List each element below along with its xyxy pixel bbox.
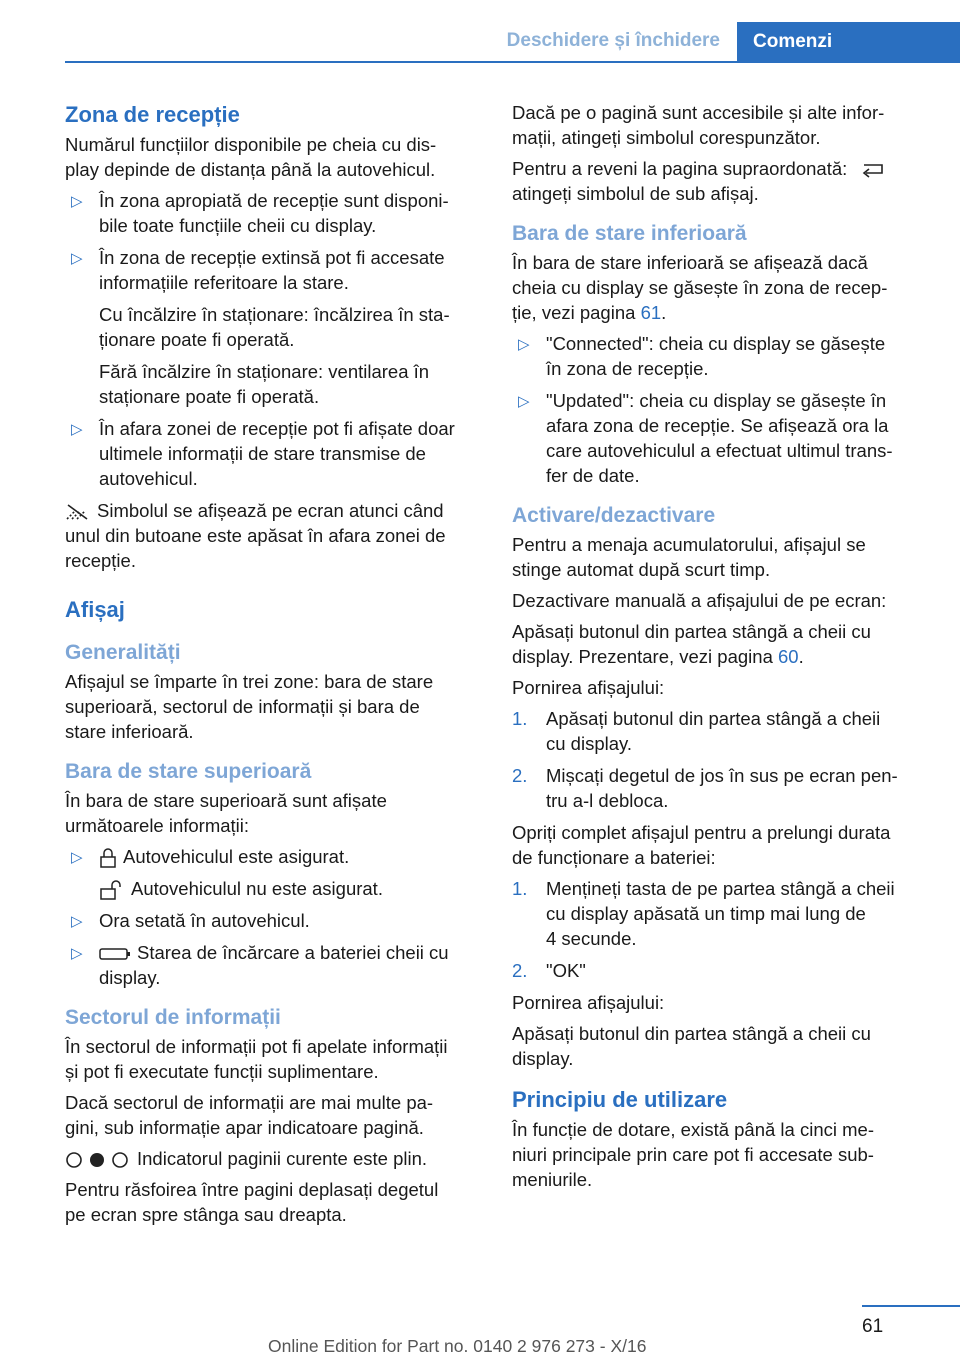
page-header: [0, 0, 960, 62]
page-link-61[interactable]: 61: [640, 302, 662, 323]
heading-info-sector: Sectorul de informații: [65, 1006, 281, 1029]
battery-icon: [99, 947, 131, 961]
heading-activation: Activare/dezactivare: [512, 504, 716, 527]
heading-reception-zone: Zona de recepție: [65, 102, 240, 127]
numbered-item: 1. Apăsați butonul din partea stângă a cheii cu display.: [512, 708, 881, 754]
lock-closed-icon: [99, 848, 117, 868]
para-act7: Apăsați butonul din partea stângă a cheii cu display.: [512, 1023, 871, 1069]
list-item: ▷ În zona apropiată de recepție sunt disponi- bile toate funcțiile cheii cu display.: [71, 190, 449, 236]
header-section-title: Deschidere și închidere: [506, 30, 720, 51]
para-act5: Opriți complet afișajul pentru a prelungi durata de funcționare a bateriei:: [512, 822, 891, 868]
para-reception: Numărul funcțiilor disponibile pe cheia cu dis- play depinde de distanța până la autovehicul.: [65, 134, 437, 180]
para-act3: Apăsați butonul din partea stângă a cheii cu display. Prezentare, vezi pagina 60.: [512, 621, 871, 667]
list-item: ▷ În afara zonei de recepție pot fi afișate doar ultimele informații de stare transmise de autovehicul.: [71, 418, 455, 489]
no-signal-icon: [65, 503, 91, 521]
numbered-item: 2. Mișcați degetul de jos în sus pe ecran pen- tru a-l debloca.: [512, 765, 898, 811]
para-r1: Dacă pe o pagină sunt accesibile și alte infor- mații, atingeți simbolul corespunzător.: [512, 102, 885, 148]
para-act1: Pentru a menaja acumulatorului, afișajul se stinge automat după scurt timp.: [512, 534, 866, 580]
numbered-item: 2. "OK": [512, 960, 586, 981]
header-chapter-tab: Comenzi: [737, 22, 960, 62]
para-upper: În bara de stare superioară sunt afișate următoarele informații:: [65, 790, 387, 836]
page-link-60[interactable]: 60: [778, 646, 799, 667]
list-subitem: Fără încălzire în staționare: ventilarea în staționare poate fi operată.: [99, 361, 430, 407]
page-indicator-icon: [65, 1151, 131, 1169]
triangle-bullet-icon: ▷: [71, 913, 83, 930]
para-info1: În sectorul de informații pot fi apelate informații și pot fi executate funcții suplimentare.: [65, 1036, 448, 1082]
list-item: ▷ "Connected": cheia cu display se găsește în zona de recepție.: [518, 333, 886, 379]
para-r2: Pentru a reveni la pagina supraordonată: atingeți simbolul de sub afișaj.: [512, 156, 927, 206]
para-act4: Pornirea afișajului:: [512, 677, 665, 698]
list-subitem: Autovehiculul nu este asigurat.: [65, 876, 485, 901]
back-arrow-icon: [858, 161, 888, 179]
list-item: ▷ Starea de încărcare a bateriei cheii cu display.: [71, 942, 449, 988]
triangle-bullet-icon: ▷: [71, 945, 83, 962]
heading-upper-status-bar: Bara de stare superioară: [65, 760, 312, 783]
heading-principle: Principiu de utilizare: [512, 1087, 728, 1112]
para-info2: Dacă sectorul de informații are mai multe pa- gini, sub informație apar indicatoare pagină.: [65, 1092, 434, 1138]
page-number: 61: [862, 1316, 884, 1337]
list-item: ▷ "Updated": cheia cu display se găsește în afara zona de recepție. Se afișează ora la care autovehiculul a efectuat ultimul trans- fer de date.: [518, 390, 893, 486]
list-item: ▷ Autovehiculul este asigurat.: [65, 844, 485, 869]
heading-lower-status-bar: Bara de stare inferioară: [512, 222, 747, 245]
para-general: Afișajul se împarte în trei zone: bara de stare superioară, sectorul de informații și bara de stare inferioară.: [65, 671, 434, 742]
list-item: ▷ În zona de recepție extinsă pot fi accesate informațiile referitoare la stare.: [71, 247, 445, 293]
lock-open-icon: [99, 880, 125, 900]
heading-general: Generalități: [65, 641, 181, 664]
list-item: ▷ Ora setată în autovehicul.: [65, 908, 485, 933]
triangle-bullet-icon: ▷: [518, 336, 530, 353]
para-act2: Dezactivare manuală a afișajului de pe ecran:: [512, 590, 887, 611]
triangle-bullet-icon: ▷: [71, 250, 83, 267]
para-act6: Pornirea afișajului:: [512, 992, 665, 1013]
triangle-bullet-icon: ▷: [518, 393, 530, 410]
para-info4: Pentru răsfoirea între pagini deplasați degetul pe ecran spre stânga sau dreapta.: [65, 1179, 439, 1225]
right-column: [512, 100, 927, 1198]
para-info3: Indicatorul paginii curente este plin.: [65, 1146, 485, 1171]
triangle-bullet-icon: ▷: [71, 421, 83, 438]
header-rule: [65, 61, 960, 63]
list-subitem: Cu încălzire în staționare: încălzirea în sta- ționare poate fi operată.: [99, 304, 450, 350]
para-lower: În bara de stare inferioară se afișează dacă cheia cu display se găsește în zona de recep- ție, vezi pagina 61.: [512, 252, 888, 323]
para-symbol: Simbolul se afișează pe ecran atunci când unul din butoane este apăsat în afara zonei de recepție.: [65, 500, 446, 571]
para-principle: În funcție de dotare, există până la cinci me- niuri principale prin care pot fi accesate sub- meniurile.: [512, 1119, 874, 1190]
triangle-bullet-icon: ▷: [71, 193, 83, 210]
heading-display: Afișaj: [65, 597, 125, 622]
numbered-item: 1. Mențineți tasta de pe partea stângă a cheii cu display apăsată un timp mai lung de 4 secunde.: [512, 878, 895, 949]
footer-rule: [862, 1305, 960, 1307]
left-column: [65, 100, 485, 1233]
triangle-bullet-icon: ▷: [71, 849, 83, 866]
footer-edition: Online Edition for Part no. 0140 2 976 273 - X/16: [268, 1336, 647, 1356]
